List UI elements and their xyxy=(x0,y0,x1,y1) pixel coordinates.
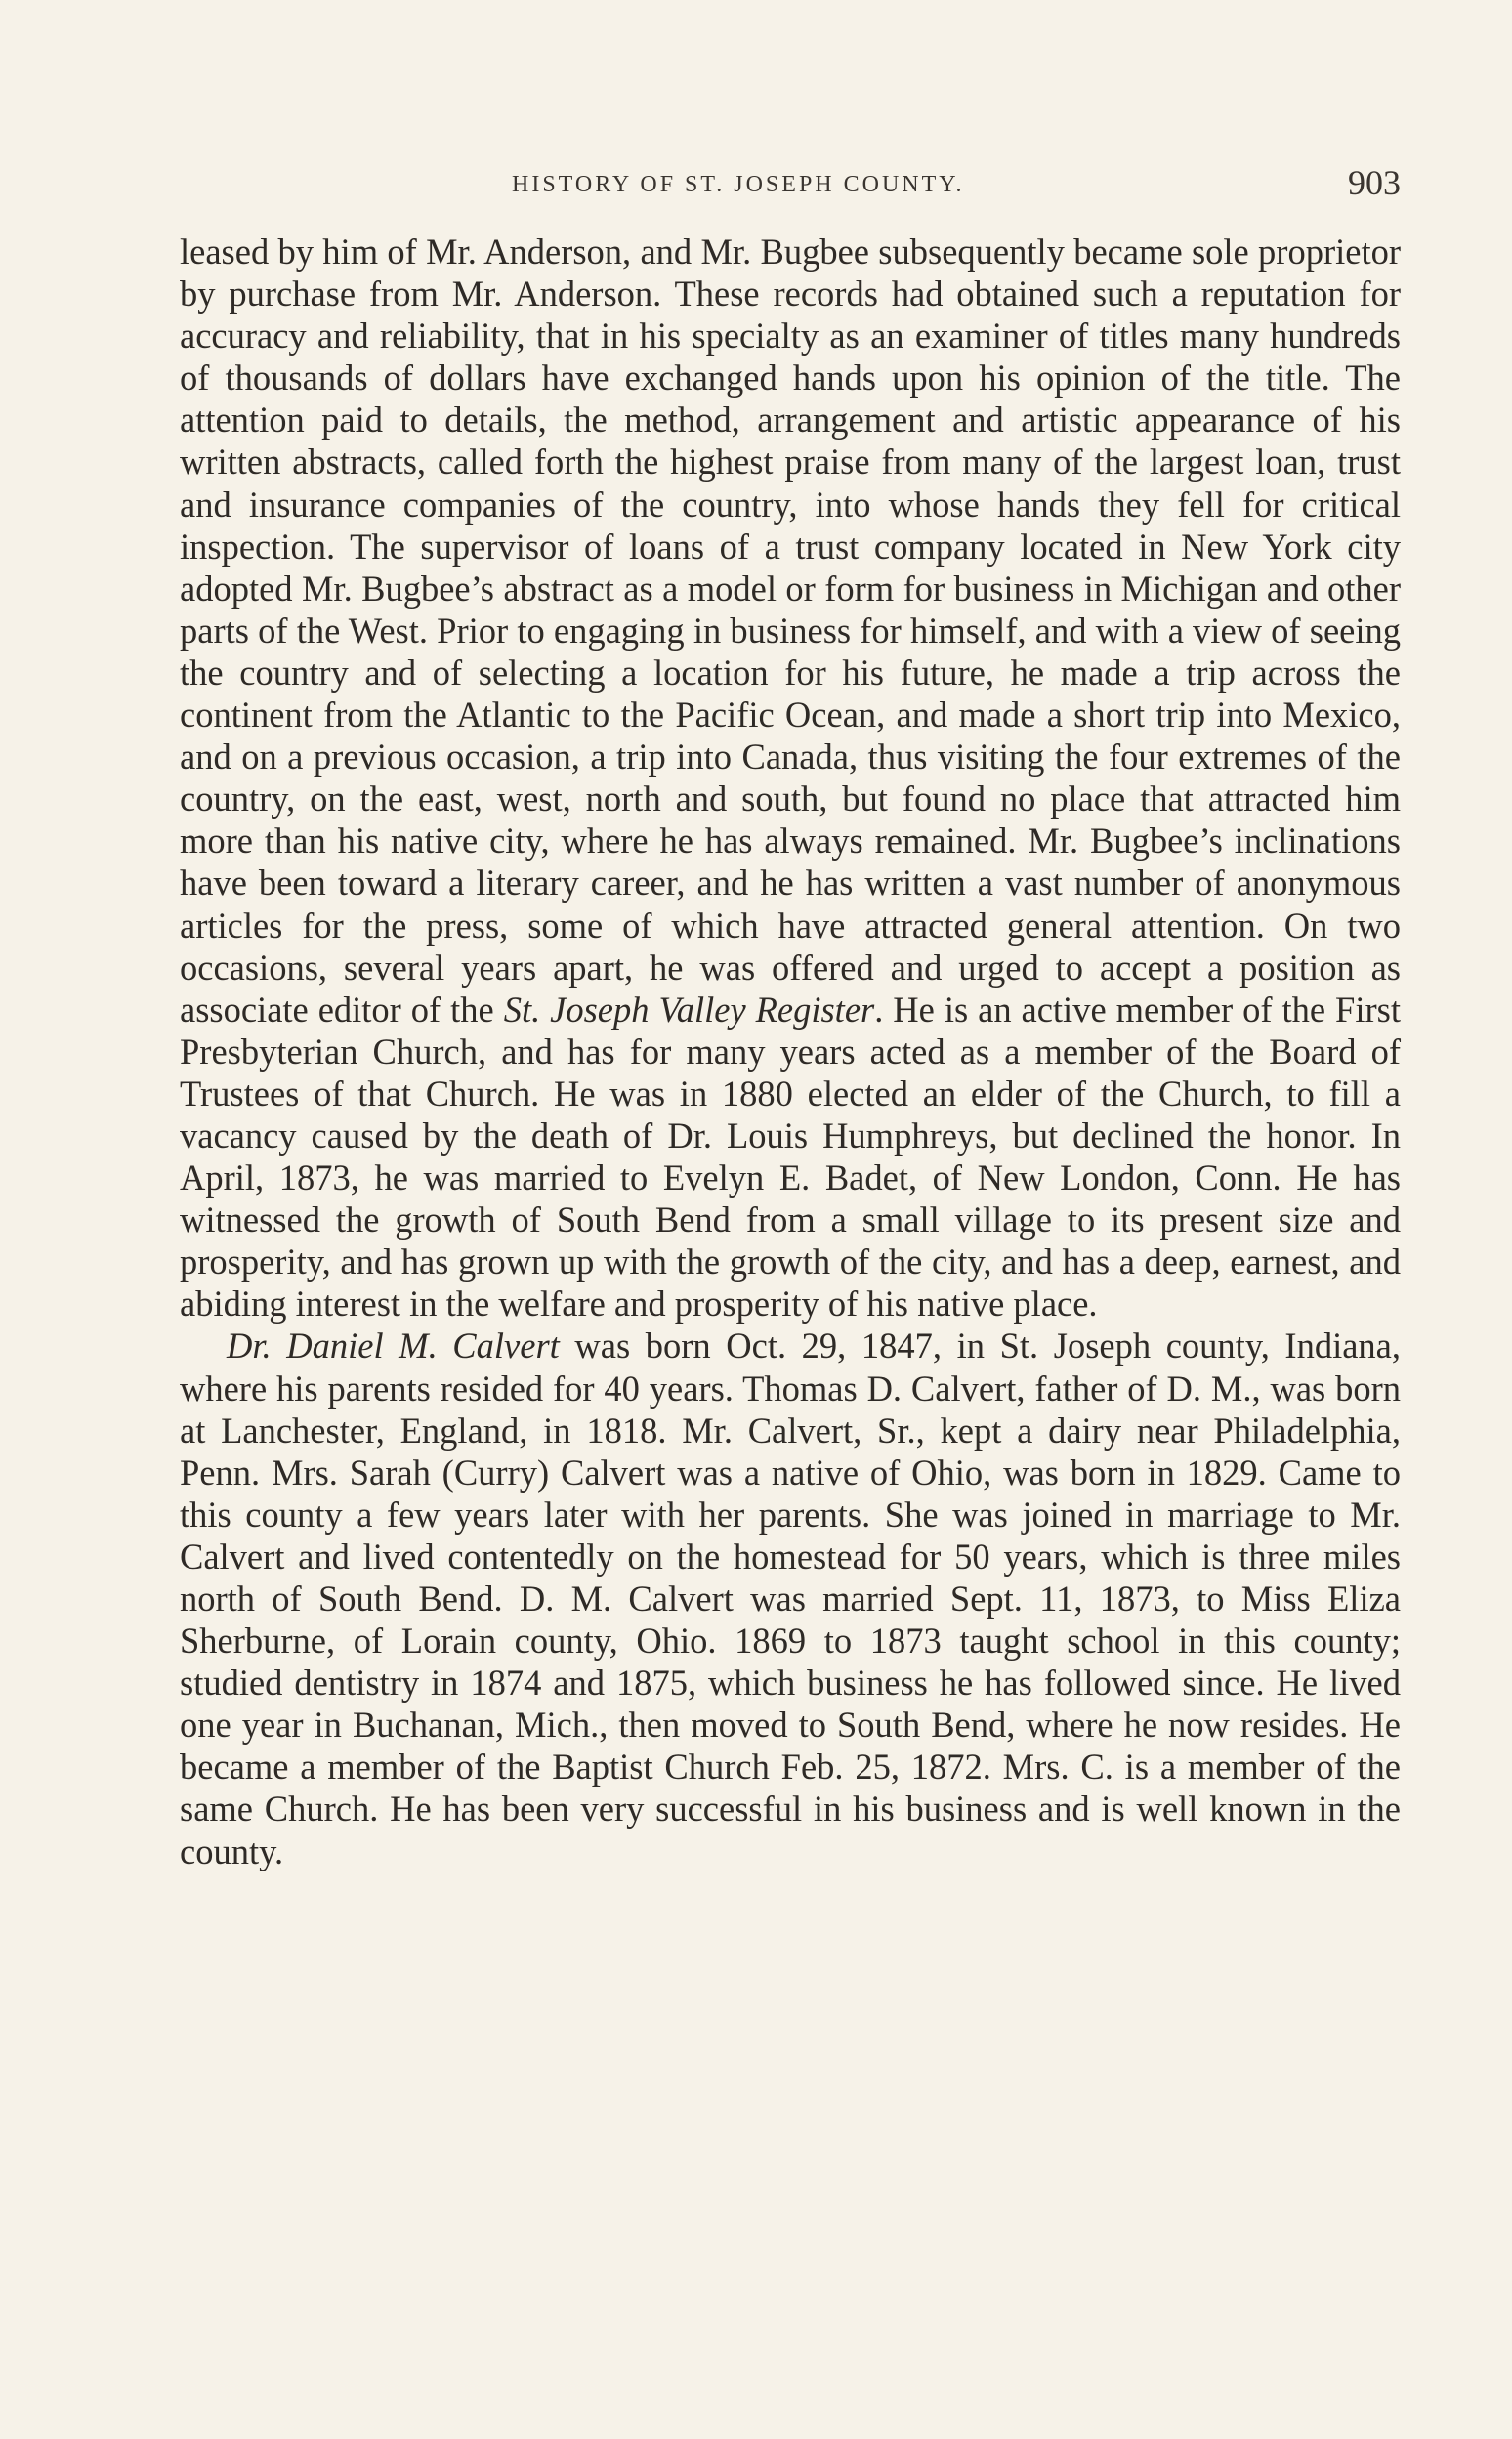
biography-subject-name: Dr. Daniel M. Calvert xyxy=(227,1325,560,1367)
paragraph-bugbee xyxy=(180,231,1401,1325)
text-segment: was born Oct. 29, 1847, in St. Joseph county, Indiana, where his parents resided for 40 years. Thomas D. Calvert, father of D. M., was born at Lanchester, England, in 1818. Mr. Calvert, Sr., kept a dairy near Philadelphia, Penn. Mrs. Sarah (Curry) Calvert was a native of Ohio, was born in 1829. Came to this county a few years later with her parents. She was joined in marriage to Mr. Calvert and lived contentedly on the homestead for 50 years, which is three miles north of South Bend. D. M. Calvert was married Sept. 11, 1873, to Miss Eliza Sherburne, of Lorain county, Ohio. 1869 to 1873 taught school in this county; studied dentistry in 1874 and 1875, which business he has followed since. He lived one year in Buchanan, Mich., then moved to South Bend, where he now resides. He became a member of the Baptist Church Feb. 25, 1872. Mrs. C. is a member of the same Church. He has been very successful in his business and is well known in the county. xyxy=(180,1325,1401,1871)
body-text xyxy=(180,231,1401,1872)
running-head xyxy=(180,162,1401,205)
text-segment: leased by him of Mr. Anderson, and Mr. Bugbee subsequently became sole proprietor by purchase from Mr. Anderson. These records had obtained such a reputation for accuracy and reliability, that in his specialty as an examiner of titles many hundreds of thousands of dollars have exchanged hands upon his opinion of the title. The attention paid to details, the method, arrangement and artistic appearance of his written abstracts, called forth the highest praise from many of the largest loan, trust and insurance companies of the country, into whose hands they fell for critical inspection. The supervisor of loans of a trust company located in New York city adopted Mr. Bugbee’s abstract as a model or form for business in Michigan and other parts of the West. Prior to engaging in business for himself, and with a view of seeing the country and of selecting a location for his future, he made a trip across the continent from the Atlantic to the Pacific Ocean, and made a short trip into Mexico, and on a previous occasion, a trip into Canada, thus visiting the four extremes of the country, on the east, west, north and south, but found no place that attracted him more than his native city, where he has always remained. Mr. Bugbee’s inclinations have been toward a literary career, and he has written a vast number of anonymous articles for the press, some of which have attracted general attention. On two occasions, several years apart, he was offered and urged to accept a position as associate editor of the xyxy=(180,231,1401,1030)
page-number: 903 xyxy=(1348,163,1401,202)
running-title: HISTORY OF ST. JOSEPH COUNTY. xyxy=(512,172,965,197)
text-segment: . He is an active member of the First Presbyterian Church, and has for many years acted as a member of the Board of Trustees of that Church. He was in 1880 elected an elder of the Church, to fill a vacancy caused by the death of Dr. Louis Humphreys, but declined the honor. In April, 1873, he was married to Evelyn E. Badet, of New London, Conn. He has witnessed the growth of South Bend from a small village to its present size and prosperity, and has grown up with the growth of the city, and has a deep, earnest, and abiding interest in the welfare and prosperity of his native place. xyxy=(180,988,1401,1325)
paragraph-calvert xyxy=(180,1325,1401,1871)
newspaper-title: St. Joseph Valley Register xyxy=(503,988,875,1030)
